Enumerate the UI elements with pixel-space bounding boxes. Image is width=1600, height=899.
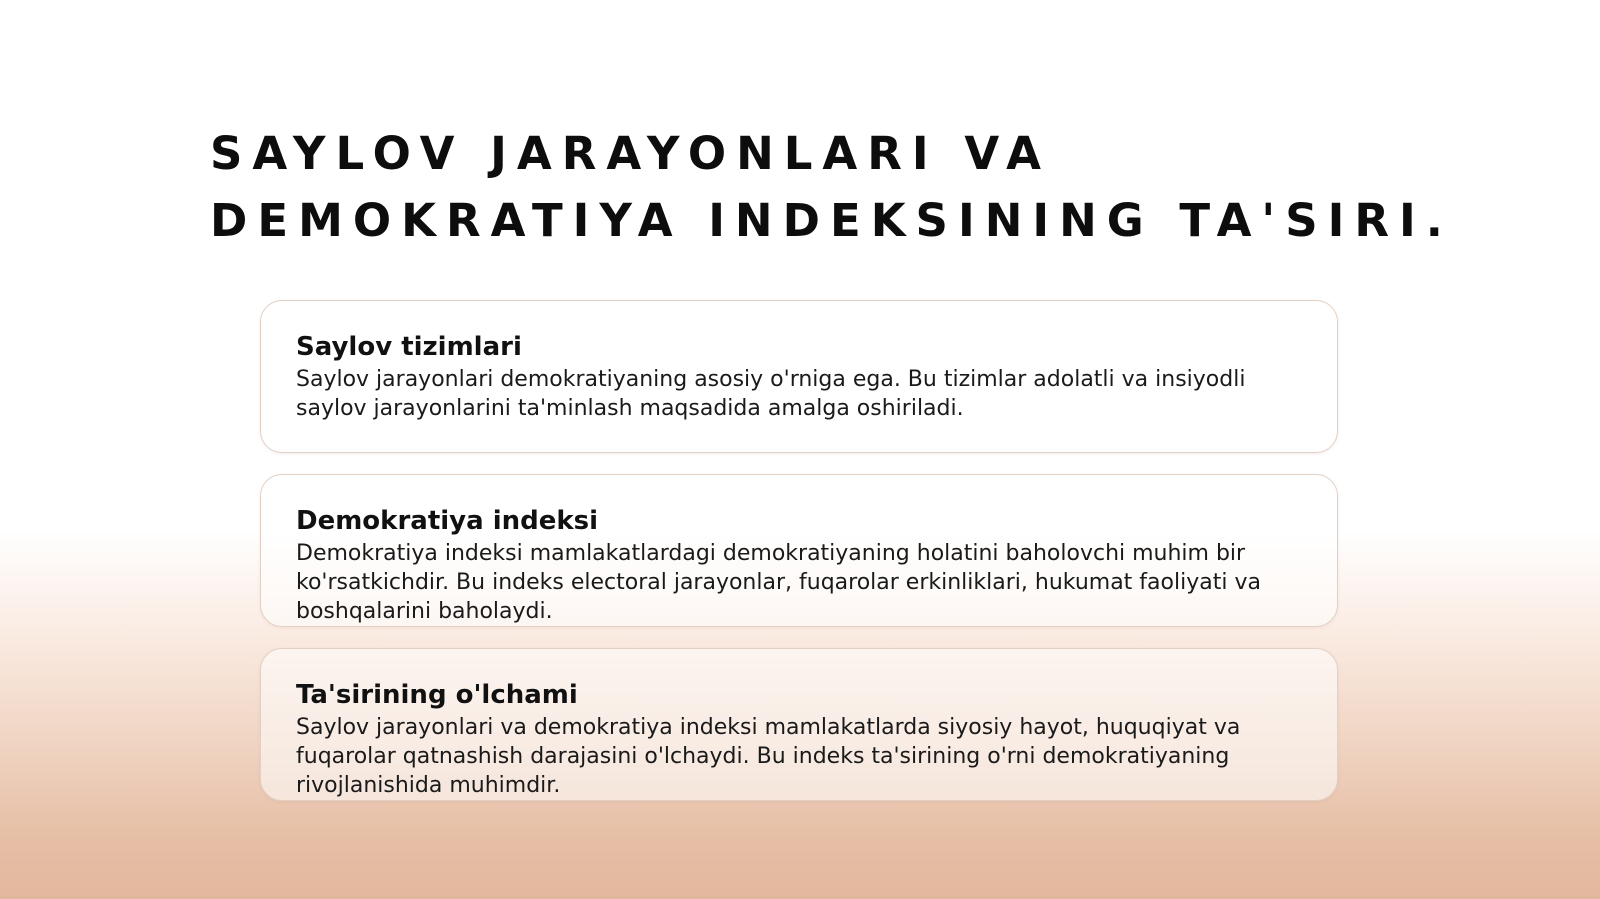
slide-title: [210, 120, 1460, 254]
card-heading: Saylov tizimlari: [296, 332, 522, 362]
card-text: Saylov jarayonlari va demokratiya indeksi mamlakatlarda siyosiy hayot, huquqiyat va fuqarolar qatnashish darajasini o'lchaydi. Bu indeks ta'sirining o'rni demokratiyaning rivojlanishida muhimdir.: [296, 715, 1241, 798]
card-text: Saylov jarayonlari demokratiyaning asosiy o'rniga ega. Bu tizimlar adolatli va insiyodli saylov jarayonlarini ta'minlash maqsadida amalga oshiriladi.: [296, 367, 1246, 421]
card-tasirining-olchami: [260, 648, 1338, 801]
card-heading: Ta'sirining o'lchami: [296, 680, 578, 710]
card-saylov-tizimlari: [260, 300, 1338, 453]
card-demokratiya-indeksi: [260, 474, 1338, 627]
slide-title-line-1: SAYLOV JARAYONLARI VA: [210, 127, 1051, 180]
card-heading: Demokratiya indeksi: [296, 506, 599, 536]
slide-title-line-2: DEMOKRATIYA INDEKSINING TA'SIRI.: [210, 194, 1453, 247]
card-text: Demokratiya indeksi mamlakatlardagi demokratiyaning holatini baholovchi muhim bir ko'rsatkichdir. Bu indeks electoral jarayonlar, fuqarolar erkinliklari, hukumat faoliyati va boshqalarini baholaydi.: [296, 541, 1261, 624]
